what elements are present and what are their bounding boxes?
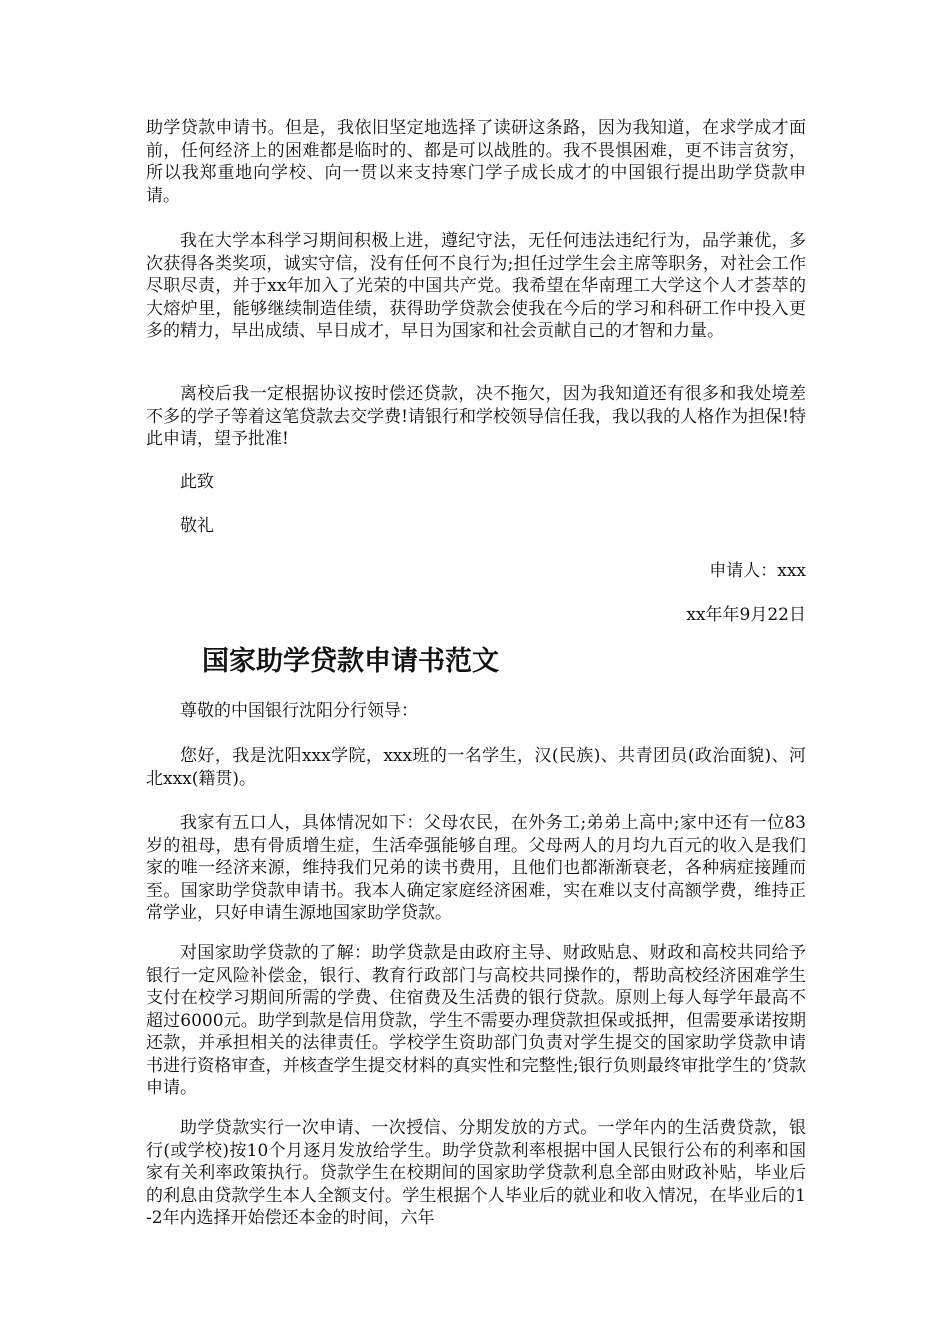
paragraph-family-situation: 我家有五口人，具体情况如下：父母农民，在外务工;弟弟上高中;家中还有一位83岁的祖母，患有骨质增生症，生活牵强能够自理。父母两人的月均九百元的收入是我们家的唯一经济来源，维持我们兄弟的读书费用，且他们也都渐渐衰老，各种病症接踵而至。国家助学贷款申请书。我本人确定家庭经济困难，实在难以支付高额学费，维持正常学业，只好申请生源地国家助学贷款。: [146, 813, 806, 923]
paragraph-self-introduction: 您好，我是沈阳xxx学院，xxx班的一名学生，汉(民族)、共青团员(政治面貌)、河北xxx(籍贯)。: [146, 746, 806, 789]
paragraph-continuation: 助学贷款申请书。但是，我依旧坚定地选择了读研这条路，因为我知道，在求学成才面前，任何经济上的困难都是临时的、都是可以战胜的。我不畏惧困难，更不讳言贫穷，所以我郑重地向学校、向一贯以来支持寒门学子成长成才的中国银行提出助学贷款申请。: [146, 118, 806, 206]
paragraph-study-record: 我在大学本科学习期间积极上进，遵纪守法，无任何违法违纪行为，品学兼优，多次获得各类奖项，诚实守信，没有任何不良行为;担任过学生会主席等职务，对社会工作尽职尽责，并于xx年加入了光荣的中国共产党。我希望在华南理工大学这个人才荟萃的大熔炉里，能够继续制造佳绩，获得助学贷款会使我在今后的学习和科研工作中投入更多的精力，早出成绩、早日成才，早日为国家和社会贡献自己的才智和力量。: [146, 231, 806, 341]
paragraph-loan-understanding: 对国家助学贷款的了解：助学贷款是由政府主导、财政贴息、财政和高校共同给予银行一定风险补偿金，银行、教育行政部门与高校共同操作的，帮助高校经济困难学生支付在校学习期间所需的学费、住宿费及生活费的银行贷款。原则上每人每学年最高不超过6000元。助学到款是信用贷款，学生不需要办理贷款担保或抵押，但需要承诺按期还款，并承担相关的法律责任。学校学生资助部门负责对学生提交的国家助学贷款申请书进行资格审查，并核查学生提交材料的真实性和完整性;银行负则最终审批学生的’贷款申请。: [146, 943, 806, 1098]
paragraph-loan-method: 助学贷款实行一次申请、一次授信、分期发放的方式。一学年内的生活费贷款，银行(或学校)按10个月逐月发放给学生。助学贷款利率根据中国人民银行公布的利率和国家有关利率政策执行。贷款学生在校期间的国家助学贷款利息全部由财政补贴，毕业后的利息由贷款学生本人全额支付。学生根据个人毕业后的就业和收入情况，在毕业后的1-2年内选择开始偿还本金的时间，六年: [146, 1118, 806, 1228]
applicant-signature: 申请人：xxx: [709, 561, 806, 581]
closing-line-1: 此致: [180, 472, 214, 492]
section-title: 国家助学贷款申请书范文: [202, 646, 499, 677]
paragraph-repayment-promise: 离校后我一定根据协议按时偿还贷款，决不拖欠，因为我知道还有很多和我处境差不多的学子等着这笔贷款去交学费!请银行和学校领导信任我，我以我的人格作为担保!特此申请，望予批准!: [146, 384, 806, 449]
salutation: 尊敬的中国银行沈阳分行领导：: [180, 701, 418, 721]
closing-line-2: 敬礼: [180, 516, 214, 536]
signature-date: xx年年9月22日: [686, 605, 806, 625]
